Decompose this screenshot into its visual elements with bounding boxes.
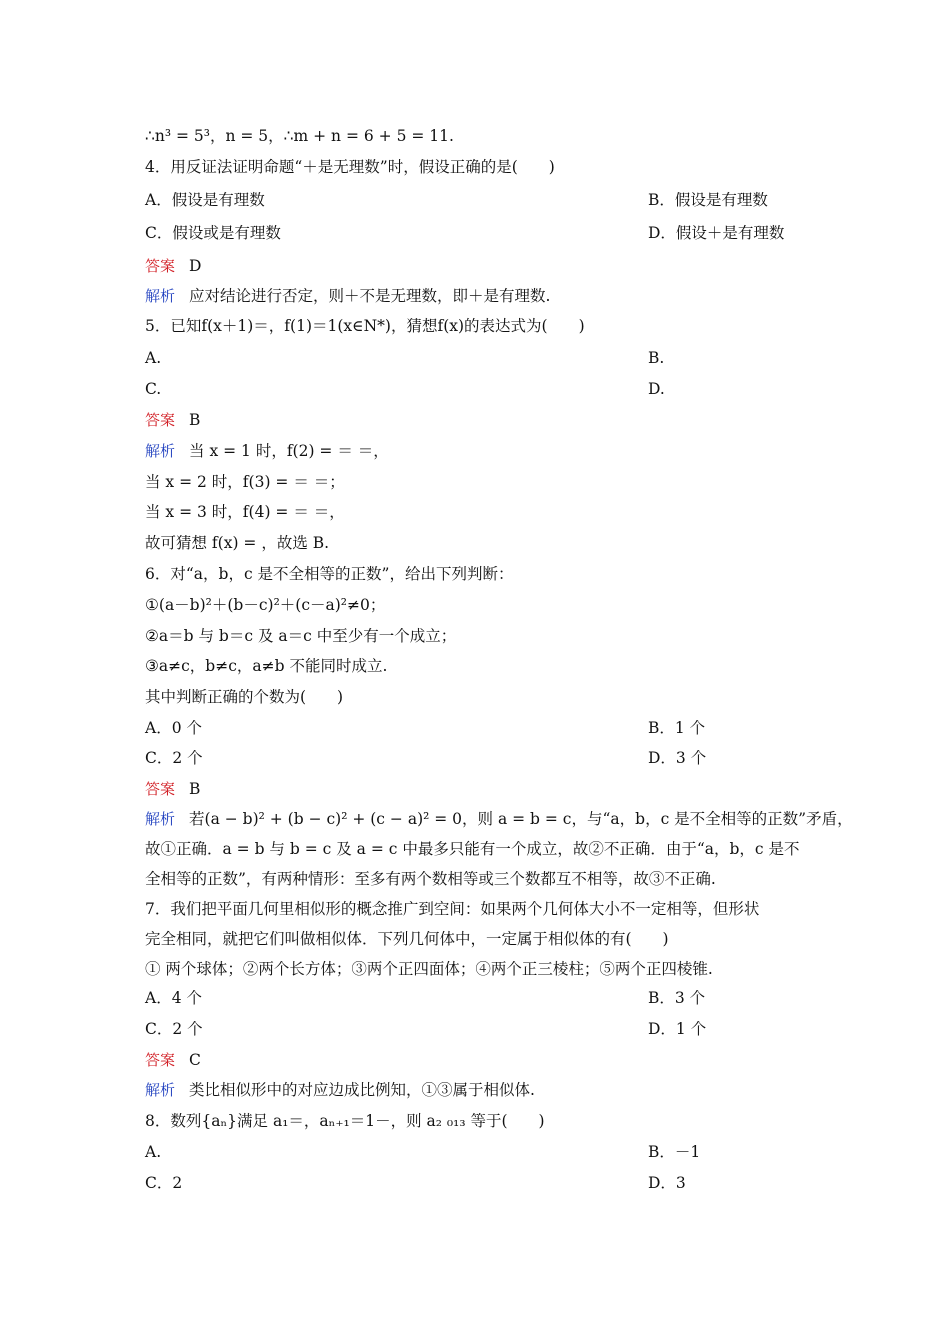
analysis-line [145, 1080, 535, 1100]
option-a: A．假设是有理数 [145, 191, 265, 209]
option-d: D．3 [648, 1174, 686, 1192]
analysis-label: 解析 [145, 287, 176, 305]
text-line: 故可猜想 f(x) = ，故选 B. [145, 534, 330, 552]
analysis-text: 当 x = 1 时，f(2) = ＝ ＝， [189, 442, 389, 460]
option-a: A．4 个 [145, 989, 202, 1007]
option-b: B. [648, 349, 665, 367]
question-5: 5．已知f(x＋1)＝，f(1)＝1(x∈N*)，猜想f(x)的表达式为( ) [145, 317, 585, 335]
answer-line [145, 256, 201, 276]
text-line: 故①正确．a = b 与 b = c 及 a = c 中最多只能有一个成立，故②不正确．由于“a，b，c 是不 [145, 840, 800, 858]
analysis-label: 解析 [145, 442, 176, 460]
analysis-line [145, 286, 550, 306]
question-4: 4．用反证法证明命题“＋是无理数”时，假设正确的是( ) [145, 158, 555, 176]
analysis-label: 解析 [145, 810, 176, 828]
answer-line [145, 1050, 201, 1070]
answer-value: C [189, 1051, 201, 1069]
option-a: A．0 个 [145, 719, 202, 737]
text-line: 其中判断正确的个数为( ) [145, 688, 344, 706]
text-line: ① 两个球体；②两个长方体；③两个正四面体；④两个正三棱柱；⑤两个正四棱锥. [145, 960, 713, 978]
option-a: A. [145, 349, 162, 367]
answer-line [145, 779, 200, 799]
analysis-line [145, 809, 853, 829]
text-line: 当 x = 3 时，f(4) = ＝ ＝， [145, 503, 345, 521]
option-c: C．假设或是有理数 [145, 224, 281, 242]
answer-label: 答案 [145, 257, 176, 275]
analysis-text: 应对结论进行否定，则＋不是无理数，即＋是有理数. [189, 287, 551, 305]
answer-value: B [189, 780, 201, 798]
question-8: 8．数列{aₙ}满足 a₁＝，aₙ₊₁＝1－，则 a₂ ₀₁₃ 等于( ) [145, 1112, 545, 1130]
option-a: A. [145, 1143, 162, 1161]
statement-3: ③a≠c，b≠c，a≠b 不能同时成立. [145, 657, 388, 675]
option-d: D．3 个 [648, 749, 707, 767]
option-b: B．假设是有理数 [648, 191, 768, 209]
analysis-line [145, 441, 389, 461]
answer-label: 答案 [145, 780, 176, 798]
statement-2: ②a＝b 与 b＝c 及 a＝c 中至少有一个成立； [145, 627, 457, 645]
option-c: C. [145, 380, 162, 398]
option-c: C．2 个 [145, 749, 203, 767]
text-line: 当 x = 2 时，f(3) = ＝ ＝； [145, 473, 345, 491]
analysis-label: 解析 [145, 1081, 176, 1099]
option-c: C．2 [145, 1174, 183, 1192]
question-6: 6．对“a，b，c 是不全相等的正数”，给出下列判断： [145, 565, 514, 583]
answer-label: 答案 [145, 1051, 176, 1069]
option-c: C．2 个 [145, 1020, 203, 1038]
option-d: D．1 个 [648, 1020, 707, 1038]
text-line: 全相等的正数”，有两种情形：至多有两个数相等或三个数都互不相等，故③不正确. [145, 870, 716, 888]
option-b: B．－1 [648, 1143, 701, 1161]
question-7: 7．我们把平面几何里相似形的概念推广到空间：如果两个几何体大小不一定相等，但形状 [145, 900, 760, 918]
text-line: ∴n³ = 5³，n = 5，∴m + n = 6 + 5 = 11. [145, 127, 454, 145]
option-d: D．假设＋是有理数 [648, 224, 785, 242]
answer-value: D [189, 257, 202, 275]
analysis-text: 若(a − b)² + (b − c)² + (c − a)² = 0，则 a = b = c，与“a，b，c 是不全相等的正数”矛盾， [189, 810, 853, 828]
option-b: B．1 个 [648, 719, 706, 737]
text-line: 完全相同，就把它们叫做相似体．下列几何体中，一定属于相似体的有( ) [145, 930, 669, 948]
statement-1: ①(a－b)²＋(b－c)²＋(c－a)²≠0； [145, 596, 386, 614]
answer-label: 答案 [145, 411, 176, 429]
answer-value: B [189, 411, 201, 429]
option-b: B．3 个 [648, 989, 706, 1007]
option-d: D. [648, 380, 665, 398]
analysis-text: 类比相似形中的对应边成比例知，①③属于相似体. [189, 1081, 535, 1099]
answer-line [145, 410, 200, 430]
